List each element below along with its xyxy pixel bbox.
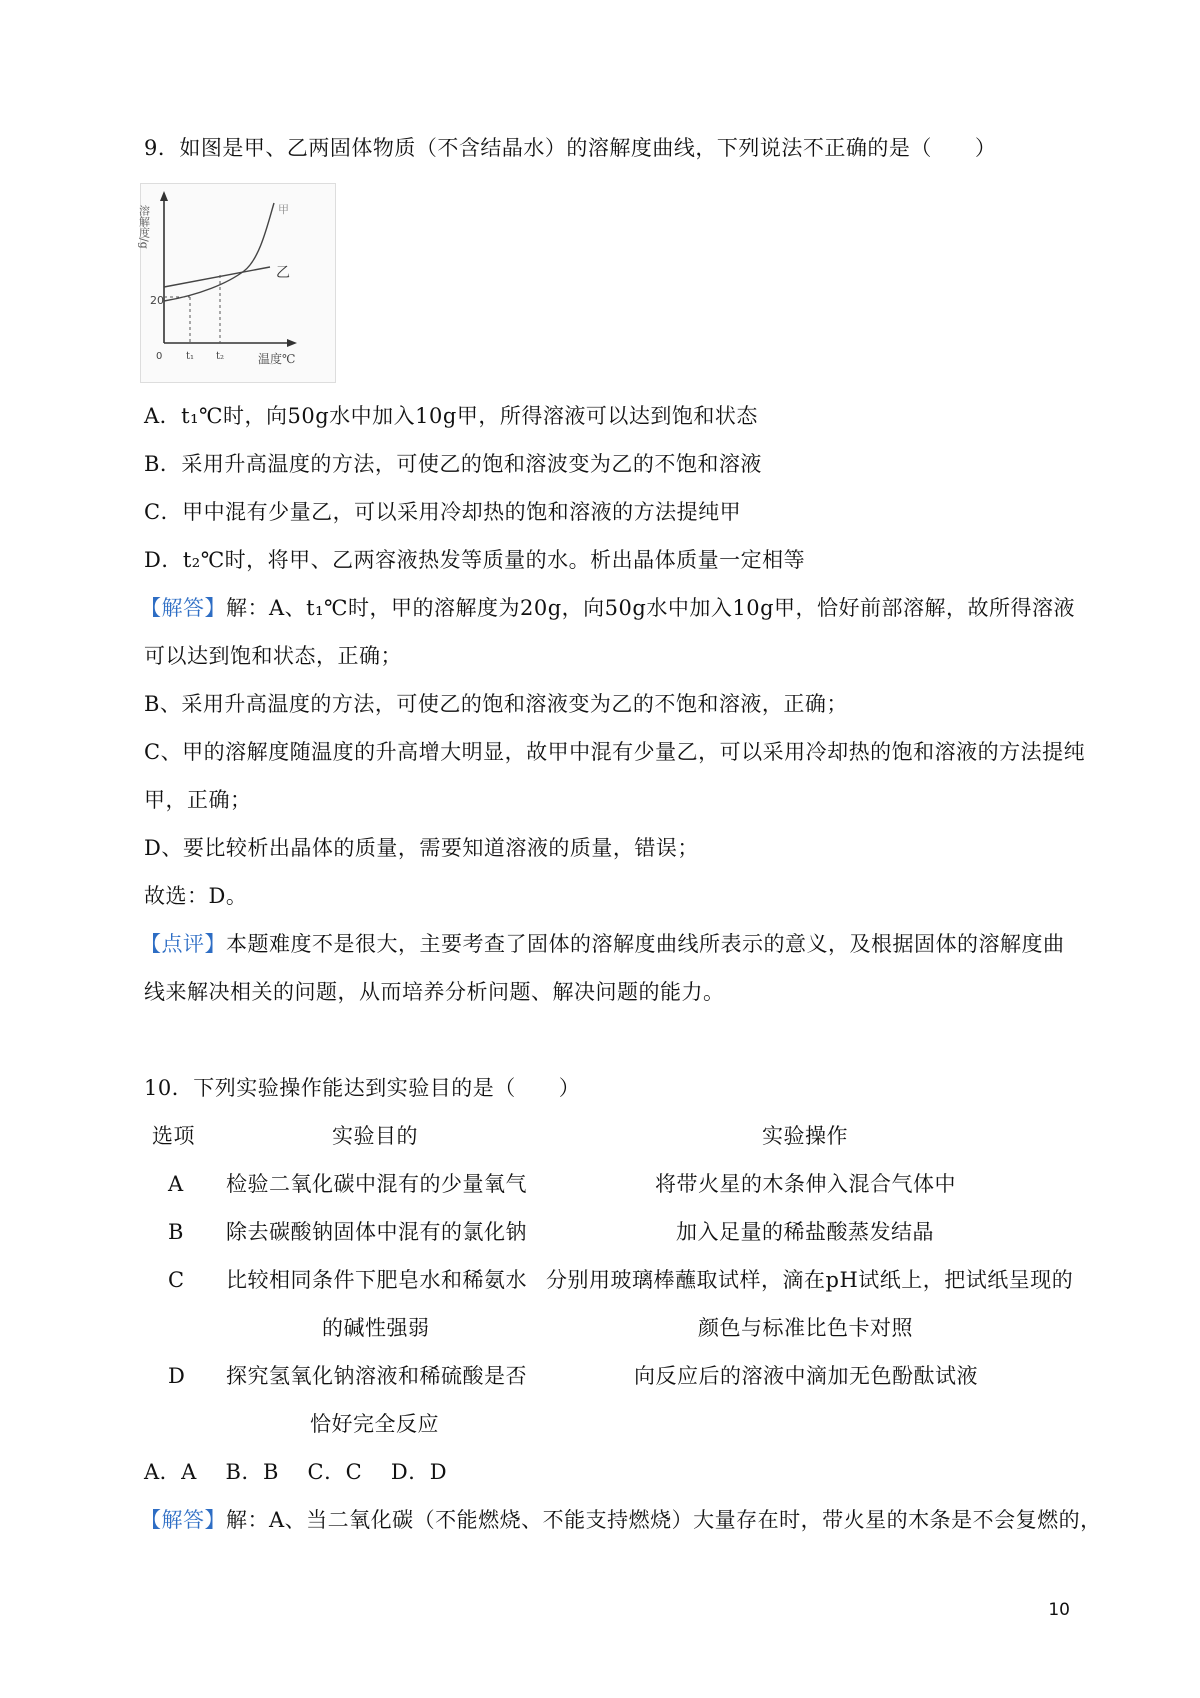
table-row-b-purpose: 除去碳酸钠固体中混有的氯化钠 <box>226 1220 527 1244</box>
table-row-d-purpose-2: 恰好完全反应 <box>310 1412 439 1436</box>
page-number: 10 <box>1048 1600 1070 1620</box>
table-row-c-operation-2: 颜色与标准比色卡对照 <box>698 1316 913 1340</box>
solubility-curve-svg <box>137 183 336 383</box>
q9-answer-line-5: 甲，正确； <box>144 788 252 812</box>
q9-option-d: D．t₂℃时，将甲、乙两容液热发等质量的水。析出晶体质量一定相等 <box>144 548 806 572</box>
q10-answer-line-1 <box>140 1506 1102 1534</box>
q9-comment-text-1: 本题难度不是很大，主要考查了固体的溶解度曲线所表示的意义，及根据固体的溶解度曲 <box>226 932 1065 956</box>
q9-answer-line-3: B、采用升高温度的方法，可使乙的饱和溶液变为乙的不饱和溶液，正确； <box>144 692 848 716</box>
table-row-a-option: A <box>168 1172 184 1196</box>
table-row-d-operation-1: 向反应后的溶液中滴加无色酚酞试液 <box>634 1364 978 1388</box>
q9-answer-line-6: D、要比较析出晶体的质量，需要知道溶液的质量，错误； <box>144 836 699 860</box>
x-tick-t1: t₁ <box>186 351 195 362</box>
table-row-d-option: D <box>168 1364 186 1388</box>
x-tick-t2: t₂ <box>216 351 225 362</box>
q10-answer-tag: 【解答】 <box>140 1508 226 1532</box>
q9-answer-text-1: 解：A、t₁℃时，甲的溶解度为20g，向50g水中加入10g甲，恰好前部溶解，故所得溶液 <box>226 596 1076 620</box>
x-axis-label: 温度℃ <box>258 352 296 366</box>
solubility-curve-figure <box>137 183 336 383</box>
q9-answer-line-4: C、甲的溶解度随温度的升高增大明显，故甲中混有少量乙，可以采用冷却热的饱和溶液的方法提纯 <box>144 740 1086 764</box>
table-row-c-purpose-1: 比较相同条件下肥皂水和稀氨水 <box>226 1268 527 1292</box>
table-row-a-purpose: 检验二氧化碳中混有的少量氧气 <box>226 1172 527 1196</box>
q9-answer-line-1 <box>140 594 1075 622</box>
q9-stem: 9．如图是甲、乙两固体物质（不含结晶水）的溶解度曲线，下列说法不正确的是（ ） <box>144 136 997 160</box>
answer-tag: 【解答】 <box>140 596 226 620</box>
figure-frame <box>141 184 336 383</box>
table-row-c-purpose-2: 的碱性强弱 <box>322 1316 430 1340</box>
label-jia: 甲 <box>278 203 289 216</box>
q9-comment-line-2: 线来解决相关的问题，从而培养分析问题、解决问题的能力。 <box>144 980 725 1004</box>
table-row-a-operation: 将带火星的木条伸入混合气体中 <box>655 1172 956 1196</box>
q10-answer-text-1: 解：A、当二氧化碳（不能燃烧、不能支持燃烧）大量存在时，带火星的木条是不会复燃的， <box>226 1508 1102 1532</box>
q9-option-a: A．t₁℃时，向50g水中加入10g甲，所得溶液可以达到饱和状态 <box>144 404 758 428</box>
comment-tag: 【点评】 <box>140 932 226 956</box>
q10-choices: A．A B．B C．C D．D <box>144 1460 448 1484</box>
q10-stem: 10．下列实验操作能达到实验目的是（ ） <box>144 1076 581 1100</box>
q9-answer-line-2: 可以达到饱和状态，正确； <box>144 644 402 668</box>
q9-answer-line-7: 故选：D。 <box>144 884 248 908</box>
table-row-b-option: B <box>168 1220 184 1244</box>
table-header-option: 选项 <box>152 1124 195 1148</box>
table-row-b-operation: 加入足量的稀盐酸蒸发结晶 <box>676 1220 934 1244</box>
table-row-c-operation-1: 分别用玻璃棒蘸取试样，滴在pH试纸上，把试纸呈现的 <box>546 1268 1074 1292</box>
y-axis-label-vertical: 溶解度/g <box>137 205 151 249</box>
table-row-c-option: C <box>168 1268 185 1292</box>
origin-label: 0 <box>156 351 163 362</box>
q9-option-c: C．甲中混有少量乙，可以采用冷却热的饱和溶液的方法提纯甲 <box>144 500 742 524</box>
table-row-d-purpose-1: 探究氢氧化钠溶液和稀硫酸是否 <box>226 1364 527 1388</box>
q9-option-b: B．采用升高温度的方法，可使乙的饱和溶波变为乙的不饱和溶液 <box>144 452 762 476</box>
label-yi: 乙 <box>276 265 290 281</box>
table-header-operation: 实验操作 <box>762 1124 848 1148</box>
q9-comment-line-1 <box>140 930 1065 958</box>
table-header-purpose: 实验目的 <box>332 1124 418 1148</box>
y-tick-20: 20 <box>150 294 164 307</box>
